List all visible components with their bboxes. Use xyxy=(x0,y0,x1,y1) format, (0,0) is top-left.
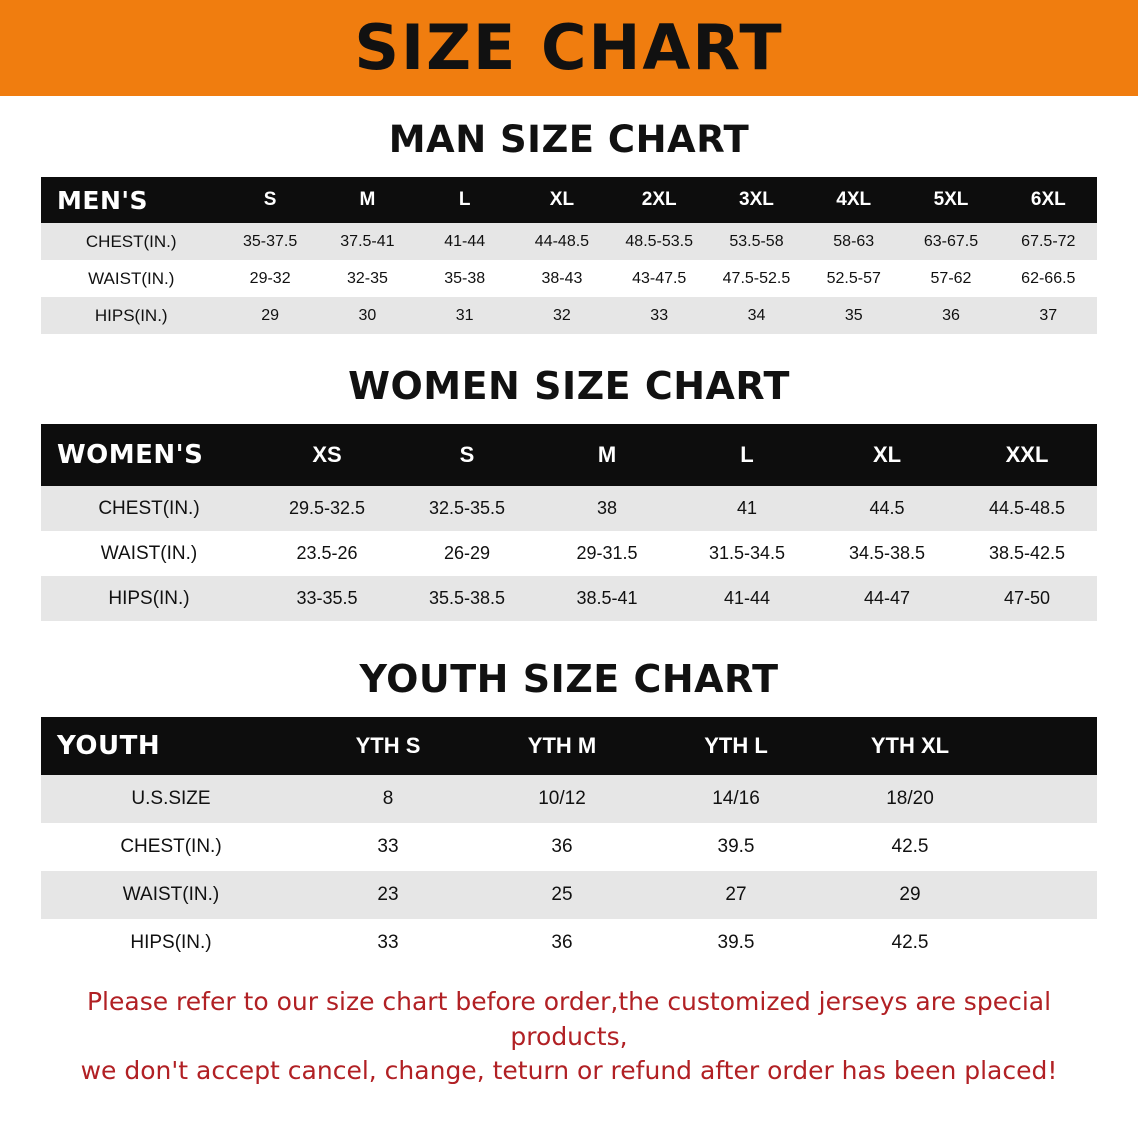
man-section-title: MAN SIZE CHART xyxy=(388,118,750,161)
women-col-2: M xyxy=(537,424,677,486)
women-r1-c1: 26-29 xyxy=(443,543,491,563)
youth-r2-spacer xyxy=(997,871,1097,919)
youth-table-label: YOUTH xyxy=(41,717,301,775)
youth-col-spacer xyxy=(997,717,1097,775)
women-r2-c4: 44-47 xyxy=(863,588,911,608)
women-col-4: XL xyxy=(817,424,957,486)
men-col-5: 3XL xyxy=(708,177,805,223)
youth-section-title: YOUTH SIZE CHART xyxy=(359,657,779,701)
youth-table-body xyxy=(41,775,1097,967)
men-row-1-label: WAIST(IN.) xyxy=(88,268,175,288)
men-table-header xyxy=(41,177,1097,223)
women-r2-c0: 33-35.5 xyxy=(296,588,358,608)
men-r2-c5: 34 xyxy=(747,306,766,324)
table-row xyxy=(41,823,1097,871)
men-r1-c6: 52.5-57 xyxy=(826,269,881,287)
table-row xyxy=(41,775,1097,823)
men-r1-c5: 47.5-52.5 xyxy=(722,269,791,287)
men-r2-c0: 29 xyxy=(261,306,280,324)
men-col-3: XL xyxy=(513,177,610,223)
page-title: SIZE CHART xyxy=(354,11,784,84)
men-table-label: MEN'S xyxy=(41,177,222,223)
men-r1-c4: 43-47.5 xyxy=(632,269,687,287)
men-r1-c1: 32-35 xyxy=(346,269,388,287)
youth-r3-c0: 33 xyxy=(377,932,399,953)
youth-r1-c3: 42.5 xyxy=(891,836,929,857)
men-table-body xyxy=(41,223,1097,334)
men-col-7: 5XL xyxy=(902,177,999,223)
men-r1-c8: 62-66.5 xyxy=(1021,269,1076,287)
women-r1-c3: 31.5-34.5 xyxy=(708,543,786,563)
youth-r2-c2: 27 xyxy=(725,884,747,905)
policy-note xyxy=(34,985,1104,1089)
youth-r0-c0: 8 xyxy=(382,788,394,809)
women-row-2-label: HIPS(IN.) xyxy=(108,587,190,609)
women-r0-c2: 38 xyxy=(596,498,618,518)
men-size-table xyxy=(41,177,1097,334)
men-r0-c2: 41-44 xyxy=(444,232,486,250)
table-row xyxy=(41,297,1097,334)
youth-size-table xyxy=(41,717,1097,967)
men-col-2: L xyxy=(416,177,513,223)
men-r0-c6: 58-63 xyxy=(833,232,875,250)
women-r2-c3: 41-44 xyxy=(723,588,771,608)
women-r1-c0: 23.5-26 xyxy=(296,543,358,563)
youth-table-header xyxy=(41,717,1097,775)
women-col-5: XXL xyxy=(957,424,1097,486)
policy-note-line-1: Please refer to our size chart before order,the customized jerseys are special products, xyxy=(86,987,1052,1051)
table-row xyxy=(41,919,1097,967)
youth-r0-c2: 14/16 xyxy=(712,788,760,809)
men-r0-c5: 53.5-58 xyxy=(729,232,784,250)
men-col-0: S xyxy=(222,177,319,223)
youth-r1-c0: 33 xyxy=(377,836,399,857)
men-r2-c3: 32 xyxy=(553,306,571,324)
women-row-0-label: CHEST(IN.) xyxy=(98,497,200,519)
youth-r2-c1: 25 xyxy=(551,884,573,905)
youth-r3-spacer xyxy=(997,919,1097,967)
women-size-table xyxy=(41,424,1097,621)
men-col-6: 4XL xyxy=(805,177,902,223)
women-r2-c5: 47-50 xyxy=(1003,588,1051,608)
men-row-0-label: CHEST(IN.) xyxy=(85,231,177,251)
youth-r1-spacer xyxy=(997,823,1097,871)
women-r0-c5: 44.5-48.5 xyxy=(988,498,1066,518)
youth-r1-c1: 36 xyxy=(551,836,573,857)
youth-r0-c3: 18/20 xyxy=(886,788,934,809)
table-row xyxy=(41,260,1097,297)
men-r0-c3: 44-48.5 xyxy=(534,232,590,250)
men-col-1: M xyxy=(319,177,416,223)
policy-note-line-2: we don't accept cancel, change, teturn or refund after order has been placed! xyxy=(80,1056,1058,1085)
table-row xyxy=(41,486,1097,531)
men-r0-c7: 63-67.5 xyxy=(923,232,979,250)
table-header-row xyxy=(41,177,1097,223)
men-row-2-label: HIPS(IN.) xyxy=(94,305,168,325)
men-r1-c2: 35-38 xyxy=(444,269,486,287)
youth-r2-c3: 29 xyxy=(899,884,921,905)
women-table-label: WOMEN'S xyxy=(41,424,257,486)
men-r2-c1: 30 xyxy=(358,306,377,324)
table-row xyxy=(41,576,1097,621)
men-r0-c1: 37.5-41 xyxy=(340,232,395,250)
youth-r2-c0: 23 xyxy=(377,884,399,905)
youth-row-2-label: WAIST(IN.) xyxy=(122,884,220,905)
table-row xyxy=(41,223,1097,260)
men-r2-c2: 31 xyxy=(455,306,474,324)
youth-col-0: YTH S xyxy=(301,717,475,775)
banner xyxy=(0,0,1138,96)
women-r1-c4: 34.5-38.5 xyxy=(848,543,926,563)
youth-r1-c2: 39.5 xyxy=(717,836,755,857)
men-col-4: 2XL xyxy=(611,177,708,223)
table-row xyxy=(41,531,1097,576)
youth-r0-c1: 10/12 xyxy=(538,788,586,809)
youth-row-3-label: HIPS(IN.) xyxy=(130,932,212,953)
men-r2-c7: 36 xyxy=(942,306,960,324)
men-r1-c3: 38-43 xyxy=(541,269,583,287)
women-r0-c4: 44.5 xyxy=(869,498,905,518)
youth-col-2: YTH L xyxy=(649,717,823,775)
table-header-row xyxy=(41,717,1097,775)
men-r0-c8: 67.5-72 xyxy=(1021,232,1076,250)
table-row xyxy=(41,871,1097,919)
women-r0-c1: 32.5-35.5 xyxy=(428,498,506,518)
men-r2-c6: 35 xyxy=(844,306,863,324)
women-row-1-label: WAIST(IN.) xyxy=(100,542,198,564)
youth-r0-spacer xyxy=(997,775,1097,823)
women-col-1: S xyxy=(397,424,537,486)
youth-r3-c2: 39.5 xyxy=(717,932,755,953)
men-r1-c0: 29-32 xyxy=(249,269,291,287)
youth-row-0-label: U.S.SIZE xyxy=(131,788,211,809)
women-table-header xyxy=(41,424,1097,486)
youth-r3-c3: 42.5 xyxy=(891,932,929,953)
women-r1-c2: 29-31.5 xyxy=(576,543,638,563)
women-r2-c2: 38.5-41 xyxy=(576,588,638,608)
youth-r3-c1: 36 xyxy=(551,932,573,953)
youth-col-3: YTH XL xyxy=(823,717,997,775)
women-r0-c0: 29.5-32.5 xyxy=(288,498,366,518)
women-r0-c3: 41 xyxy=(736,498,758,518)
youth-row-1-label: CHEST(IN.) xyxy=(120,836,222,857)
women-section-title: WOMEN SIZE CHART xyxy=(348,364,790,408)
men-r2-c4: 33 xyxy=(650,306,669,324)
table-header-row xyxy=(41,424,1097,486)
men-r2-c8: 37 xyxy=(1039,306,1058,324)
women-r2-c1: 35.5-38.5 xyxy=(428,588,506,608)
women-col-0: XS xyxy=(257,424,397,486)
men-r0-c4: 48.5-53.5 xyxy=(625,232,693,250)
women-col-3: L xyxy=(677,424,817,486)
youth-col-1: YTH M xyxy=(475,717,649,775)
men-r0-c0: 35-37.5 xyxy=(243,232,298,250)
women-r1-c5: 38.5-42.5 xyxy=(988,543,1066,563)
men-r1-c7: 57-62 xyxy=(930,269,972,287)
men-col-8: 6XL xyxy=(1000,177,1097,223)
women-table-body xyxy=(41,486,1097,621)
